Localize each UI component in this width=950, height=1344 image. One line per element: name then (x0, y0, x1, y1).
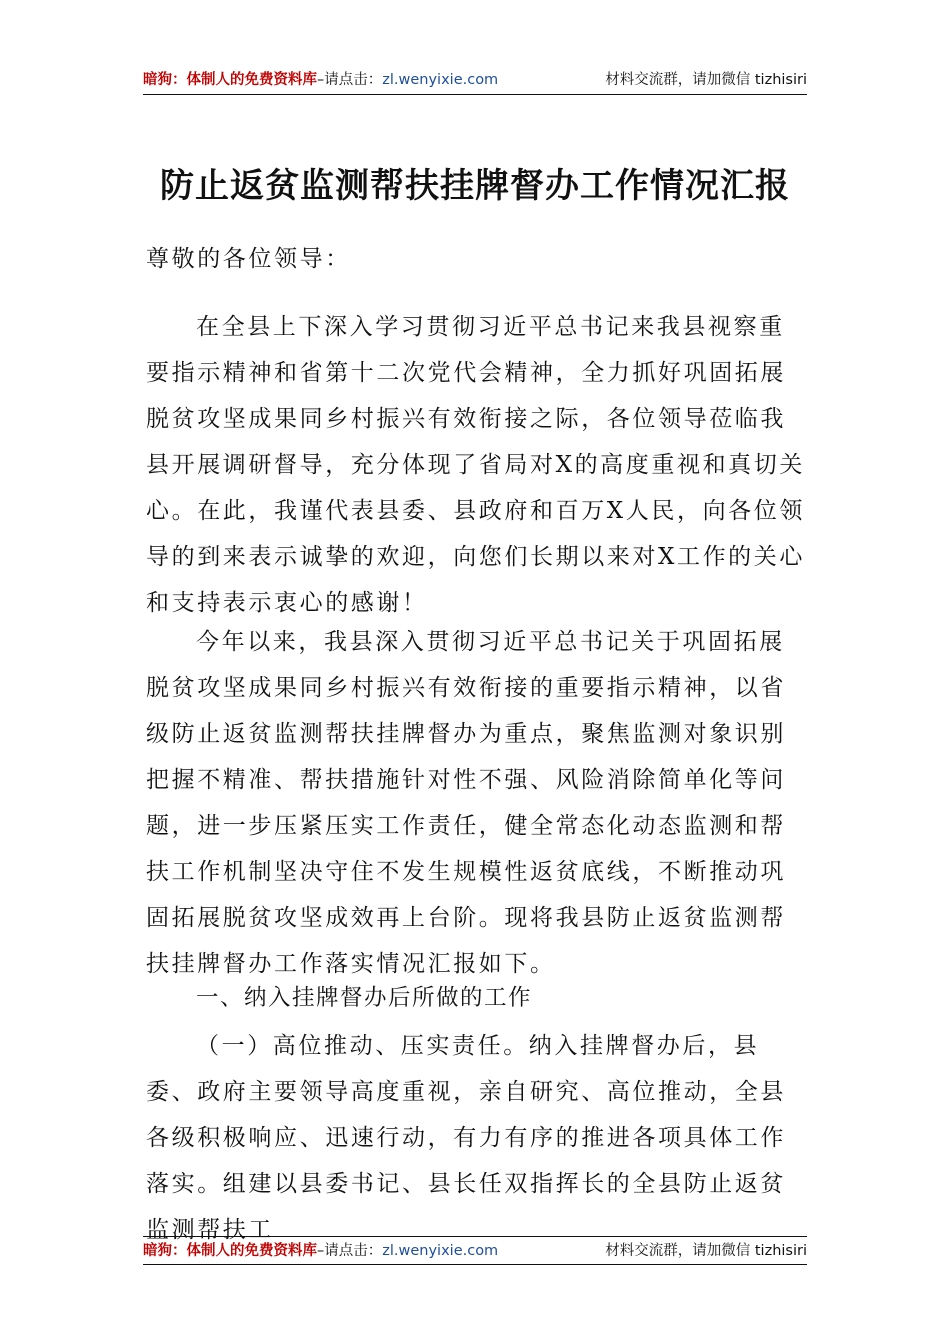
paragraph-2-text: 今年以来，我县深入贯彻习近平总书记关于巩固拓展脱贫攻坚成果同乡村振兴有效衔接的重要指示精神，以省级防止返贫监测帮扶挂牌督办为重点，聚焦监测对象识别把握不精准、帮扶措施针对性不强、风险消除简单化等问题，进一步压紧压实工作责任，健全常态化动态监测和帮扶工作机制坚决守住不发生规模性返贫底线，不断推动巩固拓展脱贫攻坚成效再上台阶。现将我县防止返贫监测帮扶挂牌督办工作落实情况汇报如下。 (146, 629, 786, 977)
footer-prompt: –请点击： (317, 1243, 383, 1259)
footer-contact: 材料交流群，请加微信 tizhisiri (605, 1243, 807, 1259)
header-brand: 暗狗：体制人的免费资料库 (143, 72, 317, 88)
paragraph-3-text: （一）高位推动、压实责任。纳入挂牌督办后，县委、政府主要领导高度重视，亲自研究、高位推动，全县各级积极响应、迅速行动，有力有序的推进各项具体工作落实。组建以县委书记、县长任双指挥长的全县防止返贫监测帮扶工 (146, 1033, 786, 1243)
footer-brand: 暗狗：体制人的免费资料库 (143, 1243, 317, 1259)
section-heading-1 (146, 975, 808, 1021)
paragraph-2 (146, 619, 808, 987)
salutation-text: 尊敬的各位领导： (146, 246, 351, 272)
document-title: 防止返贫监测帮扶挂牌督办工作情况汇报 (160, 166, 790, 206)
footer-banner (143, 1239, 807, 1263)
header-divider (143, 94, 807, 95)
header-link[interactable]: zl.wenyixie.com (382, 72, 499, 88)
paragraph-1 (146, 304, 808, 626)
header-banner (143, 68, 807, 92)
footer-divider-bottom (143, 1264, 807, 1265)
header-contact: 材料交流群，请加微信 tizhisiri (605, 72, 807, 88)
paragraph-3 (146, 1023, 808, 1253)
salutation (146, 236, 808, 282)
header-prompt: –请点击： (317, 72, 383, 88)
footer-link[interactable]: zl.wenyixie.com (382, 1243, 499, 1259)
paragraph-1-text: 在全县上下深入学习贯彻习近平总书记来我县视察重要指示精神和省第十二次党代会精神，全力抓好巩固拓展脱贫攻坚成果同乡村振兴有效衔接之际，各位领导莅临我县开展调研督导，充分体现了省局对X的高度重视和真切关心。在此，我谨代表县委、县政府和百万X人民，向各位领导的到来表示诚挚的欢迎，向您们长期以来对X工作的关心和支持表示衷心的感谢！ (146, 314, 805, 616)
footer-divider-top (143, 1236, 807, 1237)
section-heading-1-text: 一、纳入挂牌督办后所做的工作 (196, 985, 533, 1011)
